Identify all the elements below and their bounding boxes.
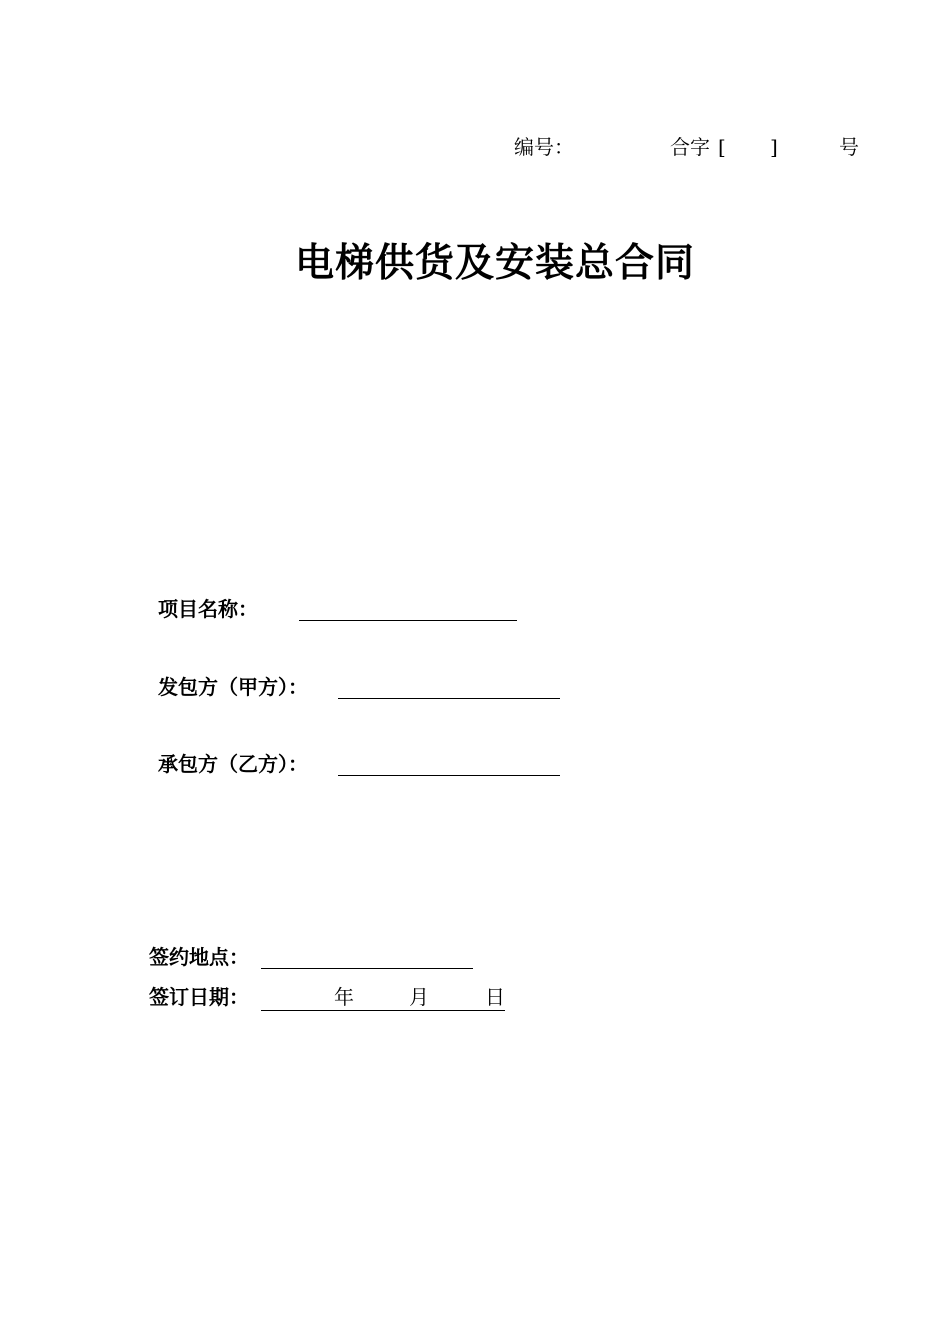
- signing-date-label: 签订日期：: [149, 985, 249, 1009]
- contract-number-label: 编号：: [514, 135, 574, 159]
- party-b-blank[interactable]: [338, 775, 560, 776]
- party-a-blank[interactable]: [338, 698, 560, 699]
- document-title: 电梯供货及安装总合同: [294, 240, 695, 286]
- signing-date-blank[interactable]: [261, 984, 505, 1011]
- contract-number-bracket-close: ]: [770, 135, 778, 159]
- party-a-field: [158, 674, 308, 700]
- signing-date-day: 日: [485, 985, 505, 1009]
- party-a-label: 发包方（甲方）：: [158, 675, 308, 699]
- contract-number-suffix: 号: [839, 135, 859, 159]
- contract-number-prefix: 合字: [670, 135, 710, 159]
- signing-date-field: [149, 984, 505, 1010]
- contract-number-bracket-open: [: [718, 135, 726, 159]
- signing-date-month: 月: [409, 985, 429, 1009]
- project-name-field: [158, 596, 258, 622]
- project-name-label: 项目名称：: [158, 597, 258, 621]
- party-b-field: [158, 751, 308, 777]
- signing-place-blank[interactable]: [261, 968, 473, 969]
- project-name-blank[interactable]: [299, 620, 517, 621]
- party-b-label: 承包方（乙方）：: [158, 752, 308, 776]
- signing-place-label: 签约地点：: [149, 945, 249, 969]
- signing-place-field: [149, 944, 249, 970]
- signing-date-year: 年: [334, 985, 354, 1009]
